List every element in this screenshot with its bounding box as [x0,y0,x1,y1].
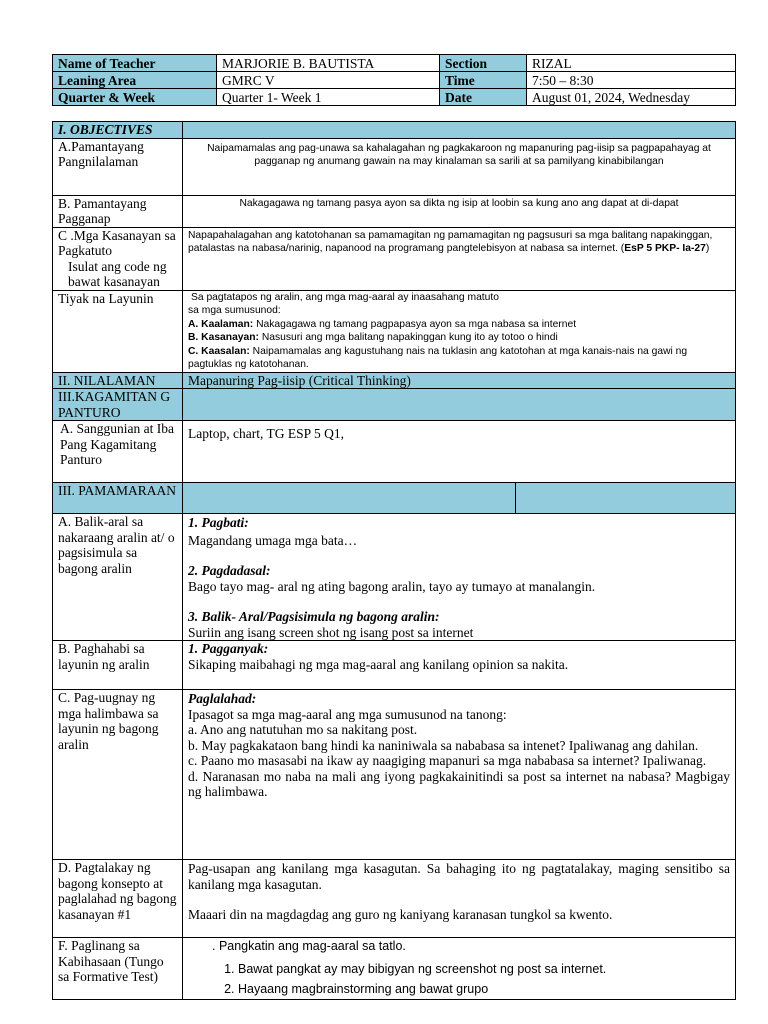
teacher-label: Name of Teacher [53,55,217,72]
tiyak-label: Tiyak na Layunin [53,290,183,372]
kasanayan-text-end: ) [705,243,710,254]
paglinang-content [183,938,736,1000]
paglalahad-intro: Ipasagot sa mga mag-aaral ang mga sumusunod na tanong: [188,706,507,722]
row-pangnilalaman [53,138,736,195]
date-label: Date [440,89,527,106]
pagdadasal-text: Bago tayo mag- aral ng ating bagong aralin, tayo ay tumayo at manalangin. [188,578,596,594]
paglinang-label: F. Paglinang sa Kabihasaan (Tungo sa Formative Test) [53,938,183,1000]
header-row-teacher [53,55,736,72]
kagamitan-label: III.KAGAMITAN G PANTURO [53,389,183,421]
objectives-title: I. OBJECTIVES [53,122,183,139]
kagamitan-header-fill [183,389,736,421]
tiyak-kaasalan [188,345,730,372]
objectives-header-fill [183,122,736,139]
row-pagtalakay [53,860,736,938]
pagtalakay-label: D. Pagtalakay ng bagong konsepto at paglalahad ng bagong kasanayan #1 [53,860,183,938]
kasanayan-code: EsP 5 PKP- Ia-27 [624,243,706,254]
paglinang-item: 1. Bawat pangkat ay may bibigyan ng screenshot ng post sa internet. [238,959,730,979]
tiyak-intro-1: Sa pagtatapos ng aralin, ang mga mag-aaral ay inaasahang matuto [191,291,499,303]
question-a: a. Ano ang natutuhan mo sa nakitang post. [188,722,418,737]
row-pagganap [53,195,736,227]
paglalahad-title: Paglalahad: [188,691,257,706]
quarter-label: Quarter & Week [53,89,217,106]
pagganyak-title: 1. Pagganyak: [188,641,269,656]
paguugnay-content [183,690,736,860]
kasanayan-label [53,227,183,290]
time-value: 7:50 – 8:30 [527,72,736,89]
paguugnay-label: C. Pag-uugnay ng mga halimbawa sa layunin ng bagong aralin [53,690,183,860]
row-paguugnay [53,690,736,860]
row-kasanayan [53,227,736,290]
kaalaman-label: A. Kaalaman: [188,318,254,330]
tiyak-intro-2: sa mga sumusunod: [188,305,281,316]
question-b: b. May pagkakataon bang hindi ka naniniwala sa nababasa sa intenet? Ipaliwanag ang dahilan. [188,737,699,753]
sanggunian-label: A. Sanggunian at Iba Pang Kagamitang Panturo [53,421,183,483]
pagtalakay-text-1: Pag-usapan ang kanilang mga kasagutan. Sa bahaging ito ng pagtatalakay, maging sensitibo sa kanilang mga kasagutan. [188,861,730,892]
row-kagamitan [53,389,736,421]
header-row-area [53,72,736,89]
header-info-table [52,54,736,106]
kaasalan-label: C. Kaasalan: [188,345,250,357]
question-c: c. Paano mo masasabi na ikaw ay naagiging mapanuri sa mga nababasa sa internet? Ipaliwanag. [188,753,707,768]
date-value: August 01, 2024, Wednesday [527,89,736,106]
row-tiyak [53,290,736,372]
sanggunian-value: Laptop, chart, TG ESP 5 Q1, [183,421,736,483]
pangnilalaman-label: A.Pamantayang Pangnilalaman [53,138,183,195]
kasanayan2-label: B. Kasanayan: [188,332,259,343]
kasanayan-label-main: C .Mga Kasanayan sa Pagkatuto [58,227,176,258]
pagbati-title: 1. Pagbati: [188,515,249,530]
nilalaman-value: Mapanuring Pag-iisip (Critical Thinking) [183,372,736,389]
paglinang-item: 2. Hayaang magbrainstorming ang bawat grupo [238,979,730,999]
balik-content [183,514,736,641]
pagganap-label: B. Pamantayang Pagganap [53,195,183,227]
pagganap-text: Nakagagawa ng tamang pasya ayon sa dikta ng isip at loobin sa kung ano ang dapat at di-dapat [183,195,736,227]
paglinang-intro: . Pangkatin ang mag-aaral sa tatlo. [212,939,406,953]
pangnilalaman-text: Naipamamalas ang pag-unawa sa kahalagahan ng pagkakaroon ng mapanuring pag-iisip sa pagpapahayag at pagganap ng anumang gawain na may kinalaman sa sarili at sa pamilyang kinabibilangan [183,138,736,195]
row-sanggunian [53,421,736,483]
lesson-plan-table [52,121,736,1000]
kaasalan-text: Naipamamalas ang kagustuhang nais na tuklasin ang katotohan at mga kanais-nais na gawi ng pagtuklas ng katotohanan. [188,345,688,370]
kasanayan-text [183,227,736,290]
objectives-header-row [53,122,736,139]
pagtalakay-text-2: Maaari din na magdagdag ang guro ng kaniyang karanasan tungkol sa kwento. [188,907,613,922]
tiyak-kasanayan [188,331,730,345]
pamamaraan-label: III. PAMAMARAAN [53,483,183,514]
row-nilalaman [53,372,736,389]
kasanayan2-text: Nasusuri ang mga balitang napakinggan kung ito ay totoo o hindi [258,332,558,343]
time-label: Time [440,72,527,89]
paghahabi-content [183,641,736,690]
row-balik-aral [53,514,736,641]
pagganyak-text: Sikaping maibahagi ng mga mag-aaral ang kanilang opinion sa nakita. [188,656,569,672]
nilalaman-label: II. NILALAMAN [53,372,183,389]
paghahabi-label: B. Paghahabi sa layunin ng aralin [53,641,183,690]
tiyak-kaalaman [188,318,730,332]
teacher-value: MARJORIE B. BAUTISTA [217,55,440,72]
section-label: Section [440,55,527,72]
pagtalakay-content [183,860,736,938]
header-row-quarter [53,89,736,106]
pagbati-text: Magandang umaga mga bata… [188,532,358,548]
area-label: Leaning Area [53,72,217,89]
kaalaman-text: Nakagagawa ng tamang pagpapasya ayon sa mga nabasa sa internet [253,318,577,330]
section-value: RIZAL [527,55,736,72]
balikaral-title: 3. Balik- Aral/Pagsisimula ng bagong aralin: [188,609,440,624]
lesson-plan-document [52,54,735,1000]
row-paglinang [53,938,736,1000]
area-value: GMRC V [217,72,440,89]
kasanayan-text-main: Napapahalagahan ang katotohanan sa pamamagitan ng pamamagitan ng pagsusuri sa mga balitang napakinggan, patalastas na nabasa/narinig, napanood na programang pangtelebisyon at nabasa sa internet. ( [188,229,713,254]
question-d: d. Naranasan mo naba na mali ang iyong pagkakainitindi sa post sa internet na nabasa? Magbigay ng halimbawa. [188,768,730,799]
row-paghahabi [53,641,736,690]
quarter-value: Quarter 1- Week 1 [217,89,440,106]
pamamaraan-header-fill-2 [516,483,736,514]
pagdadasal-title: 2. Pagdadasal: [188,563,271,578]
paglinang-list [188,959,730,999]
kasanayan-label-note: Isulat ang code ng bawat kasanayan [68,258,167,289]
tiyak-content [183,290,736,372]
pamamaraan-header-fill [183,483,516,514]
row-pamamaraan [53,483,736,514]
balikaral-text: Suriin ang isang screen shot ng isang post sa internet [188,624,474,640]
balik-label: A. Balik-aral sa nakaraang aralin at/ o pagsisimula sa bagong aralin [53,514,183,641]
